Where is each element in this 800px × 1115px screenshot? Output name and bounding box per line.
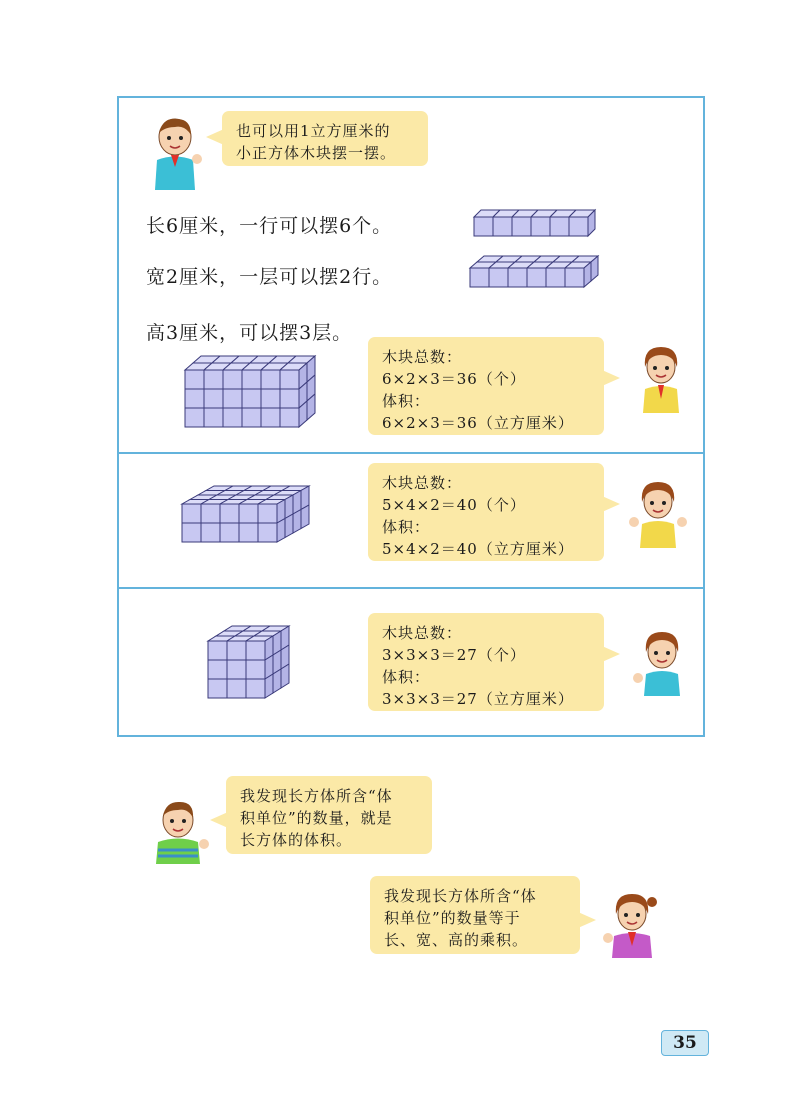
- unit-cube-face: [201, 523, 220, 542]
- count-expression: 6×2×3＝36（个）: [382, 370, 526, 388]
- unit-cube-face: [508, 268, 527, 287]
- unit-cube-face: [550, 217, 569, 236]
- bubble-line: 小正方体木块摆一摆。: [236, 144, 397, 162]
- unit-cube-face: [227, 641, 246, 660]
- unit-cube-face: [182, 504, 201, 523]
- volume-expression: 6×2×3＝36（立方厘米）: [382, 414, 574, 432]
- unit-cube-face: [258, 504, 277, 523]
- unit-cube-face: [223, 408, 242, 427]
- unit-cube-face: [280, 389, 299, 408]
- unit-cube-face: [489, 268, 508, 287]
- volume-label: 体积：: [382, 668, 431, 686]
- cuboid-5x4x2-diagram: [182, 486, 332, 562]
- unit-cube-face: [204, 370, 223, 389]
- unit-cube-face: [223, 370, 242, 389]
- unit-cube-face: [208, 679, 227, 698]
- count-label: 木块总数：: [382, 348, 463, 366]
- unit-cube-face: [277, 519, 285, 543]
- unit-cube-face: [474, 217, 493, 236]
- calc-bubble-3: [368, 613, 604, 711]
- section-divider: [119, 587, 703, 589]
- cube-row-diagram: [474, 210, 604, 240]
- unit-cube-face: [182, 523, 201, 542]
- bubble-line: 长、宽、高的乘积。: [384, 931, 529, 949]
- count-expression: 5×4×2＝40（个）: [382, 496, 526, 514]
- unit-cube-face: [242, 408, 261, 427]
- cube-layer-diagram: [470, 256, 610, 292]
- count-label: 木块总数：: [382, 624, 463, 642]
- bubble-line: 积单位”的数量，就是: [240, 809, 393, 827]
- unit-cube-face: [208, 660, 227, 679]
- unit-cube-face: [531, 217, 550, 236]
- girl-illustration: [633, 343, 689, 413]
- unit-cube-face: [280, 408, 299, 427]
- unit-cube-face: [220, 504, 239, 523]
- unit-cube-face: [527, 268, 546, 287]
- unit-cube-face: [239, 523, 258, 542]
- unit-cube-face: [565, 268, 584, 287]
- unit-cube-face: [204, 408, 223, 427]
- unit-cube-face: [261, 408, 280, 427]
- girl-illustration: [628, 478, 688, 548]
- unit-cube-face: [185, 408, 204, 427]
- unit-cube-face: [258, 523, 277, 542]
- unit-cube-face: [493, 217, 512, 236]
- step-width: 宽2厘米，一层可以摆2行。: [146, 266, 393, 288]
- girl-conclusion-bubble: [370, 876, 580, 954]
- section-divider: [119, 452, 703, 454]
- bubble-line: 我发现长方体所含“体: [384, 887, 537, 905]
- volume-expression: 5×4×2＝40（立方厘米）: [382, 540, 574, 558]
- unit-cube-face: [246, 679, 265, 698]
- unit-cube-face: [242, 370, 261, 389]
- unit-cube-face: [285, 514, 293, 538]
- bubble-line: 我发现长方体所含“体: [240, 787, 393, 805]
- bubble-line: 长方体的体积。: [240, 831, 353, 849]
- unit-cube-face: [470, 268, 489, 287]
- unit-cube-face: [204, 389, 223, 408]
- volume-label: 体积：: [382, 392, 431, 410]
- unit-cube-face: [208, 641, 227, 660]
- unit-cube-face: [293, 510, 301, 534]
- unit-cube-face: [261, 389, 280, 408]
- volume-expression: 3×3×3＝27（立方厘米）: [382, 690, 574, 708]
- boy-conclusion-bubble: [226, 776, 432, 854]
- count-expression: 3×3×3＝27（个）: [382, 646, 526, 664]
- unit-cube-face: [261, 370, 280, 389]
- unit-cube-face: [246, 641, 265, 660]
- calc-bubble-2: [368, 463, 604, 561]
- unit-cube-face: [546, 268, 565, 287]
- bubble-line: 积单位”的数量等于: [384, 909, 521, 927]
- unit-cube-face: [280, 370, 299, 389]
- step-height: 高3厘米，可以摆3层。: [146, 322, 353, 344]
- volume-label: 体积：: [382, 518, 431, 536]
- page-number: 35: [661, 1030, 709, 1056]
- unit-cube-face: [246, 660, 265, 679]
- step-length: 长6厘米，一行可以摆6个。: [146, 215, 393, 237]
- intro-speech-bubble: [222, 111, 428, 166]
- bubble-line: 也可以用1立方厘米的: [236, 122, 391, 140]
- unit-cube-face: [223, 389, 242, 408]
- calc-bubble-1: [368, 337, 604, 435]
- unit-cube-face: [512, 217, 531, 236]
- girl-illustration: [630, 628, 688, 696]
- unit-cube-face: [201, 504, 220, 523]
- boy-illustration: [150, 800, 212, 864]
- count-label: 木块总数：: [382, 474, 463, 492]
- unit-cube-face: [239, 504, 258, 523]
- boy-illustration: [145, 115, 205, 190]
- unit-cube-face: [569, 217, 588, 236]
- girl-illustration: [600, 892, 662, 958]
- unit-cube-face: [185, 389, 204, 408]
- unit-cube-face: [227, 660, 246, 679]
- unit-cube-face: [185, 370, 204, 389]
- unit-cube-face: [220, 523, 239, 542]
- cuboid-6x2x3-diagram: [185, 356, 325, 432]
- unit-cube-face: [301, 505, 309, 529]
- cube-3x3x3-diagram: [208, 626, 308, 708]
- unit-cube-face: [227, 679, 246, 698]
- unit-cube-face: [242, 389, 261, 408]
